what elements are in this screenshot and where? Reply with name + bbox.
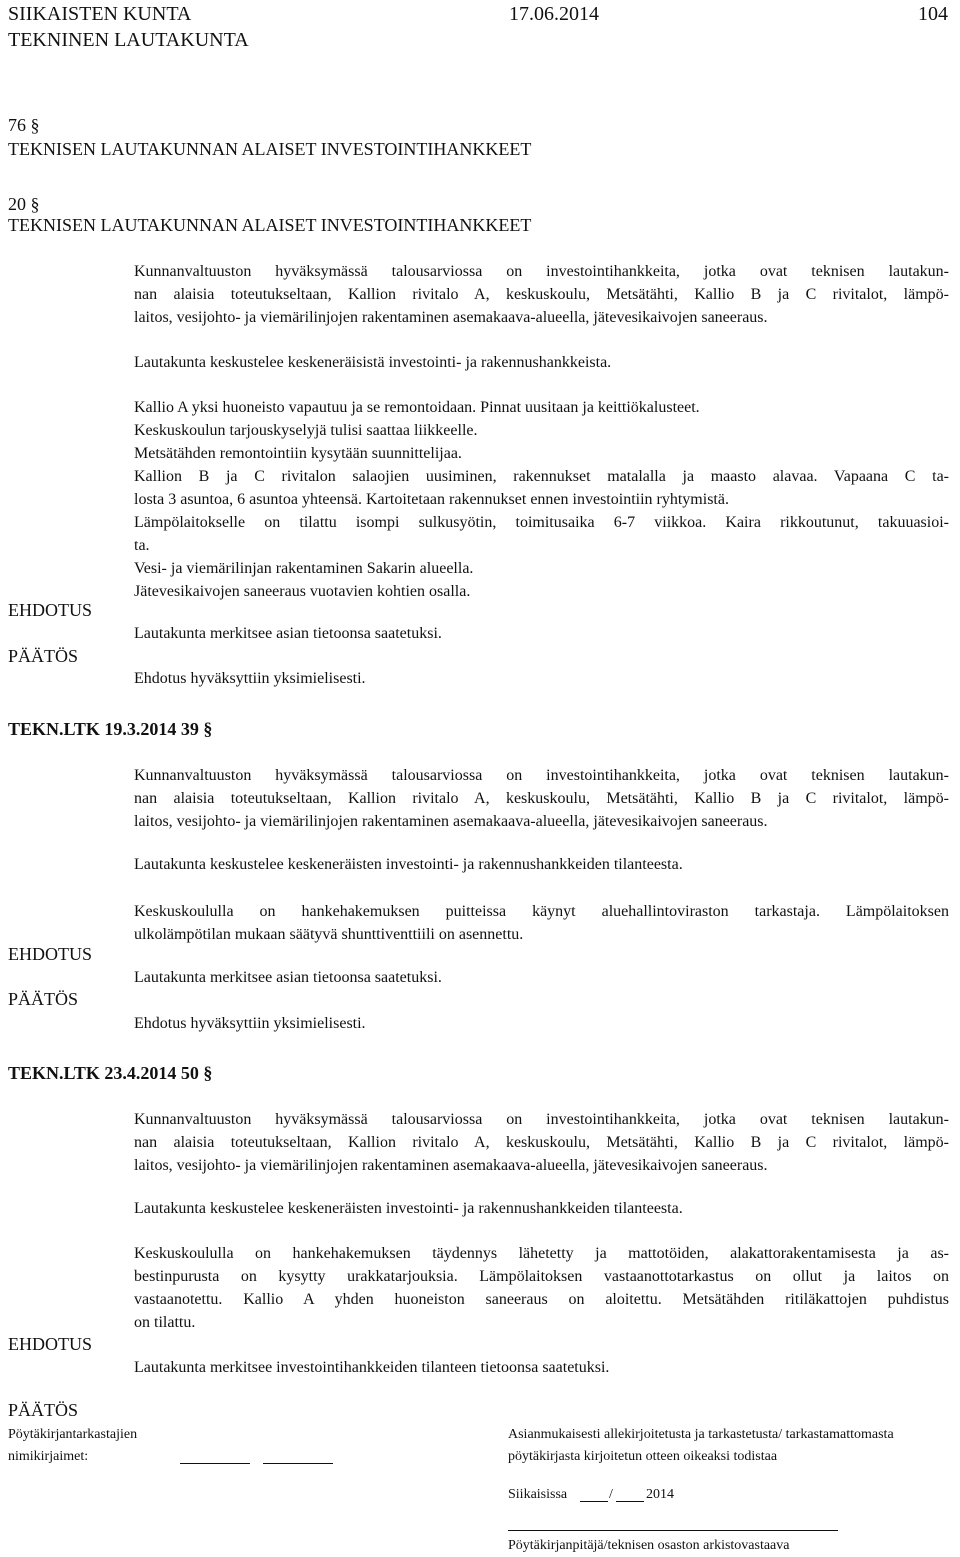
- signing-place: Siikaisissa: [508, 1487, 568, 1502]
- section1-discussion: Lautakunta keskustelee keskeneräisistä investointi- ja rakennushankkeista.: [134, 354, 612, 371]
- initials-line: [180, 1463, 250, 1464]
- list-item: Jätevesikaivojen saneeraus vuotavien kohtien osalla.: [134, 583, 471, 600]
- list-item: Kallion B ja C rivitalon salaojien uusiminen, rakennukset matalalla ja maasto alavaa. Vapaana C ta-: [134, 468, 949, 485]
- section1-decision: Ehdotus hyväksyttiin yksimielisesti.: [134, 670, 366, 687]
- text-line: laitos, vesijohto- ja viemärilinjojen rakentaminen asemakaava-alueella, jätevesikaivojen saneeraus.: [134, 1157, 768, 1174]
- section2-discussion: Lautakunta keskustelee keskeneräisten investointi- ja rakennushankkeiden tilanteesta.: [134, 856, 683, 873]
- text-line: vastaanotettu. Kallio A yhden huoneiston saneeraus on aloitettu. Metsätähden ritiläkattojen puhdistus: [134, 1291, 949, 1308]
- signer-title: Pöytäkirjanpitäjä/teknisen osaston arkistovastaava: [508, 1538, 790, 1553]
- list-item: Lämpölaitokselle on tilattu isompi sulkusyötin, toimitusaika 6-7 viikkoa. Kaira rikkoutunut, takuuasioi-: [134, 514, 949, 531]
- sub-item-number: 20 §: [8, 194, 40, 214]
- page-number: 104: [918, 3, 948, 25]
- section1-items: [134, 396, 949, 603]
- decision-label: PÄÄTÖS: [8, 989, 79, 1009]
- list-item: Vesi- ja viemärilinjan rakentaminen Sakarin alueella.: [134, 560, 474, 577]
- section3-intro: [134, 1108, 949, 1177]
- certification-text: pöytäkirjasta kirjoitetun otteen oikeaksi todistaa: [508, 1449, 778, 1464]
- proposal-label: EHDOTUS: [8, 600, 92, 620]
- section1-intro: [134, 260, 949, 329]
- list-item: Keskuskoulun tarjouskyselyjä tulisi saattaa liikkeelle.: [134, 422, 478, 439]
- list-item: losta 3 asuntoa, 6 asuntoa yhteensä. Kartoitetaan rakennukset ennen investointiin ryhtymistä.: [134, 491, 729, 508]
- text-line: nan alaisia toteutukseltaan, Kallion rivitalo A, keskuskoulu, Metsätähti, Kallio B ja C rivitalot, lämpö-: [134, 790, 949, 807]
- checkers-initials-label: nimikirjaimet:: [8, 1449, 89, 1464]
- item-title: TEKNISEN LAUTAKUNNAN ALAISET INVESTOINTIHANKKEET: [8, 139, 532, 159]
- meeting-date: 17.06.2014: [509, 3, 599, 25]
- board-name: TEKNINEN LAUTAKUNTA: [8, 29, 249, 51]
- date-separator: /: [609, 1487, 613, 1502]
- item-number: 76 §: [8, 115, 40, 135]
- decision-label: PÄÄTÖS: [8, 1400, 79, 1420]
- section2-decision: Ehdotus hyväksyttiin yksimielisesti.: [134, 1015, 366, 1032]
- reference-heading: TEKN.LTK 23.4.2014 50 §: [8, 1063, 213, 1083]
- list-item: Metsätähden remontointiin kysytään suunnittelijaa.: [134, 445, 462, 462]
- municipality-name: SIIKAISTEN KUNTA: [8, 3, 192, 25]
- proposal-label: EHDOTUS: [8, 944, 92, 964]
- list-item: Kallio A yksi huoneisto vapautuu ja se remontoidaan. Pinnat uusitaan ja keittiökalusteet.: [134, 399, 700, 416]
- text-line: nan alaisia toteutukseltaan, Kallion rivitalo A, keskuskoulu, Metsätähti, Kallio B ja C rivitalot, lämpö-: [134, 286, 949, 303]
- text-line: Keskuskoululla on hankehakemuksen puitteissa käynyt aluehallintoviraston tarkastaja. Lämpölaitoksen: [134, 903, 949, 920]
- section3-status: [134, 1242, 949, 1334]
- section2-proposal: Lautakunta merkitsee asian tietoonsa saatetuksi.: [134, 969, 442, 986]
- list-item: ta.: [134, 537, 150, 554]
- text-line: laitos, vesijohto- ja viemärilinjojen rakentaminen asemakaava-alueella, jätevesikaivojen saneeraus.: [134, 813, 768, 830]
- certification-text: Asianmukaisesti allekirjoitetusta ja tarkastetusta/ tarkastamattomasta: [508, 1427, 894, 1442]
- text-line: on tilattu.: [134, 1314, 196, 1331]
- date-month-line: [616, 1501, 644, 1502]
- proposal-label: EHDOTUS: [8, 1334, 92, 1354]
- text-line: bestinpurusta on kysytty urakkatarjouksia. Lämpölaitoksen vastaanottotarkastus on ollut ja laitos on: [134, 1268, 949, 1285]
- section2-intro: [134, 764, 949, 833]
- text-line: nan alaisia toteutukseltaan, Kallion rivitalo A, keskuskoulu, Metsätähti, Kallio B ja C rivitalot, lämpö-: [134, 1134, 949, 1151]
- decision-label: PÄÄTÖS: [8, 646, 79, 666]
- initials-line: [263, 1463, 333, 1464]
- text-line: Kunnanvaltuuston hyväksymässä talousarviossa on investointihankkeita, jotka ovat teknisen lautakun-: [134, 767, 949, 784]
- section1-proposal: Lautakunta merkitsee asian tietoonsa saatetuksi.: [134, 625, 442, 642]
- text-line: Kunnanvaltuuston hyväksymässä talousarviossa on investointihankkeita, jotka ovat teknisen lautakun-: [134, 1111, 949, 1128]
- section2-status: [134, 900, 949, 946]
- text-line: ulkolämpötilan mukaan säätyvä shunttiventtiili on asennettu.: [134, 926, 524, 943]
- text-line: Keskuskoululla on hankehakemuksen täydennys lähetetty ja mattotöiden, alakattorakentamisesta ja as-: [134, 1245, 949, 1262]
- signing-year: 2014: [646, 1487, 674, 1502]
- text-line: Kunnanvaltuuston hyväksymässä talousarviossa on investointihankkeita, jotka ovat teknisen lautakun-: [134, 263, 949, 280]
- section3-discussion: Lautakunta keskustelee keskeneräisten investointi- ja rakennushankkeiden tilanteesta.: [134, 1200, 683, 1217]
- checkers-label: Pöytäkirjantarkastajien: [8, 1427, 138, 1442]
- signature-line: [508, 1530, 838, 1531]
- reference-heading: TEKN.LTK 19.3.2014 39 §: [8, 719, 213, 739]
- date-day-line: [580, 1501, 608, 1502]
- sub-item-title: TEKNISEN LAUTAKUNNAN ALAISET INVESTOINTIHANKKEET: [8, 215, 532, 235]
- section3-proposal: Lautakunta merkitsee investointihankkeiden tilanteen tietoonsa saatetuksi.: [134, 1359, 610, 1376]
- text-line: laitos, vesijohto- ja viemärilinjojen rakentaminen asemakaava-alueella, jätevesikaivojen saneeraus.: [134, 309, 768, 326]
